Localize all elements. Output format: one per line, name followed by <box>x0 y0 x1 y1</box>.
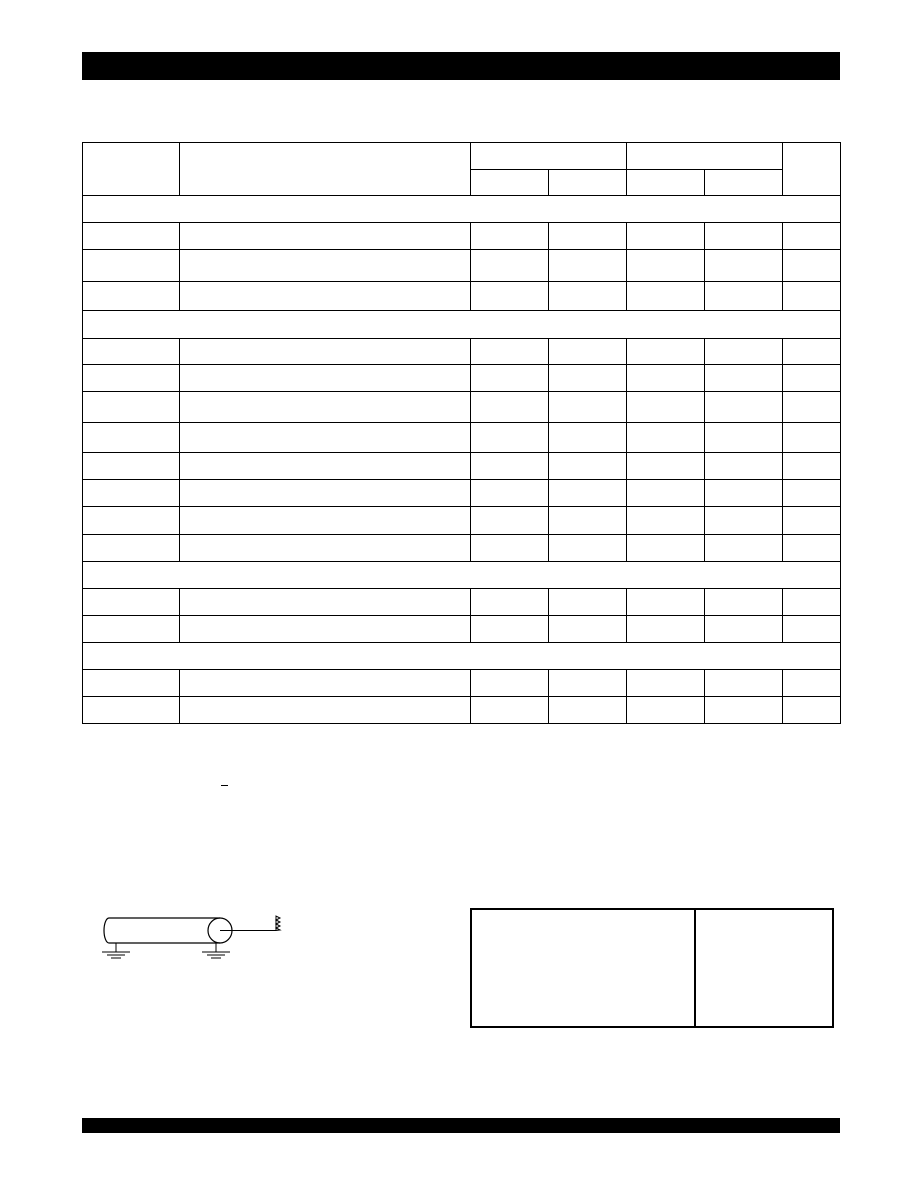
table-cell <box>471 339 549 365</box>
ground-icon <box>202 943 230 958</box>
table-cell <box>705 453 783 480</box>
table-cell <box>549 250 627 282</box>
section-header-row <box>83 196 841 223</box>
table-cell <box>549 670 627 697</box>
table-cell <box>783 697 841 724</box>
notes-divider <box>694 910 696 1026</box>
header-cell-max-1 <box>549 170 627 196</box>
table-cell <box>549 697 627 724</box>
table-cell <box>180 250 471 282</box>
header-cell-group-1 <box>471 143 627 170</box>
specification-table <box>82 142 841 724</box>
table-cell <box>627 423 705 453</box>
table-cell <box>783 453 841 480</box>
table-cell <box>180 339 471 365</box>
table-cell <box>705 365 783 392</box>
section-header-row <box>83 311 841 339</box>
table-cell <box>705 392 783 423</box>
header-bar <box>82 52 840 80</box>
table-cell <box>471 616 549 643</box>
table-cell <box>549 535 627 562</box>
table-row <box>83 282 841 311</box>
table-cell <box>705 223 783 250</box>
coax-line-icon <box>104 918 232 943</box>
table-cell <box>83 453 180 480</box>
table-row <box>83 392 841 423</box>
table-row <box>83 589 841 616</box>
table-cell <box>180 453 471 480</box>
table-cell <box>83 535 180 562</box>
table-cell <box>705 339 783 365</box>
header-cell-unit <box>783 143 841 196</box>
table-cell <box>627 697 705 724</box>
table-cell <box>471 453 549 480</box>
table-row <box>83 616 841 643</box>
table-cell <box>549 616 627 643</box>
table-cell <box>180 423 471 453</box>
table-cell <box>705 589 783 616</box>
table-cell <box>783 339 841 365</box>
table-cell <box>627 589 705 616</box>
table-cell <box>180 535 471 562</box>
table-row <box>83 697 841 724</box>
table-row <box>83 339 841 365</box>
table-cell <box>549 282 627 311</box>
table-cell <box>783 535 841 562</box>
table-cell <box>783 423 841 453</box>
table-row <box>83 670 841 697</box>
transmission-line-diagram <box>96 908 296 968</box>
table-row <box>83 223 841 250</box>
table-cell <box>471 697 549 724</box>
header-cell-min-1 <box>471 170 549 196</box>
table-cell <box>705 250 783 282</box>
table-cell <box>471 282 549 311</box>
section-header-cell <box>83 643 841 670</box>
table-cell <box>180 223 471 250</box>
table-cell <box>471 535 549 562</box>
table-cell <box>627 453 705 480</box>
table-cell <box>180 392 471 423</box>
table-cell <box>705 423 783 453</box>
table-cell <box>471 480 549 507</box>
table-cell <box>83 616 180 643</box>
table-cell <box>180 697 471 724</box>
table-cell <box>471 392 549 423</box>
table-row <box>83 250 841 282</box>
table-cell <box>783 480 841 507</box>
table-cell <box>705 507 783 535</box>
table-cell <box>783 223 841 250</box>
table-cell <box>783 589 841 616</box>
table-cell <box>83 365 180 392</box>
section-header-cell <box>83 562 841 589</box>
table-cell <box>549 223 627 250</box>
table-cell <box>83 423 180 453</box>
footer-bar <box>82 1118 840 1133</box>
table-cell <box>627 480 705 507</box>
header-cell-symbol <box>83 143 180 196</box>
table-cell <box>549 339 627 365</box>
table-cell <box>83 589 180 616</box>
table-cell <box>549 392 627 423</box>
table-cell <box>83 392 180 423</box>
table-cell <box>627 282 705 311</box>
section-header-cell <box>83 311 841 339</box>
table-cell <box>627 392 705 423</box>
header-cell-min-2 <box>627 170 705 196</box>
table-row <box>83 507 841 535</box>
table-cell <box>627 507 705 535</box>
table-cell <box>627 250 705 282</box>
table-cell <box>83 480 180 507</box>
table-cell <box>705 535 783 562</box>
table-cell <box>705 697 783 724</box>
section-header-cell <box>83 196 841 223</box>
header-cell-max-2 <box>705 170 783 196</box>
table-cell <box>471 589 549 616</box>
table-cell <box>83 670 180 697</box>
table-row <box>83 480 841 507</box>
table-cell <box>83 282 180 311</box>
table-cell <box>180 670 471 697</box>
table-cell <box>783 282 841 311</box>
table-cell <box>83 223 180 250</box>
header-cell-group-2 <box>627 143 783 170</box>
table-cell <box>549 453 627 480</box>
resistor-icon <box>276 916 280 931</box>
table-cell <box>83 339 180 365</box>
table-cell <box>549 480 627 507</box>
table-cell <box>783 365 841 392</box>
table-cell <box>83 250 180 282</box>
table-row <box>83 535 841 562</box>
table-row <box>83 423 841 453</box>
table-cell <box>549 589 627 616</box>
table-cell <box>705 670 783 697</box>
table-cell <box>180 507 471 535</box>
table-cell <box>83 697 180 724</box>
table-header-row <box>83 143 841 170</box>
table-cell <box>627 670 705 697</box>
table-cell <box>705 480 783 507</box>
table-cell <box>627 616 705 643</box>
table-cell <box>549 423 627 453</box>
table-cell <box>180 616 471 643</box>
table-row <box>83 365 841 392</box>
table-cell <box>180 589 471 616</box>
section-header-row <box>83 643 841 670</box>
table-cell <box>783 507 841 535</box>
table-cell <box>180 282 471 311</box>
table-row <box>83 453 841 480</box>
table-cell <box>471 670 549 697</box>
table-cell <box>180 365 471 392</box>
table-cell <box>783 392 841 423</box>
overbar-mark <box>221 785 228 786</box>
table-cell <box>471 423 549 453</box>
table-cell <box>180 480 471 507</box>
table-cell <box>549 365 627 392</box>
table-cell <box>627 339 705 365</box>
table-cell <box>549 507 627 535</box>
table-cell <box>83 507 180 535</box>
table-cell <box>783 250 841 282</box>
table-cell <box>471 507 549 535</box>
ground-icon <box>102 943 130 958</box>
table-cell <box>627 365 705 392</box>
notes-box <box>470 908 834 1028</box>
table-cell <box>627 535 705 562</box>
table-cell <box>471 365 549 392</box>
table-cell <box>705 282 783 311</box>
table-cell <box>783 616 841 643</box>
header-cell-parameter <box>180 143 471 196</box>
table-cell <box>471 223 549 250</box>
table-cell <box>627 223 705 250</box>
section-header-row <box>83 562 841 589</box>
table-cell <box>471 250 549 282</box>
table-cell <box>783 670 841 697</box>
table-cell <box>705 616 783 643</box>
